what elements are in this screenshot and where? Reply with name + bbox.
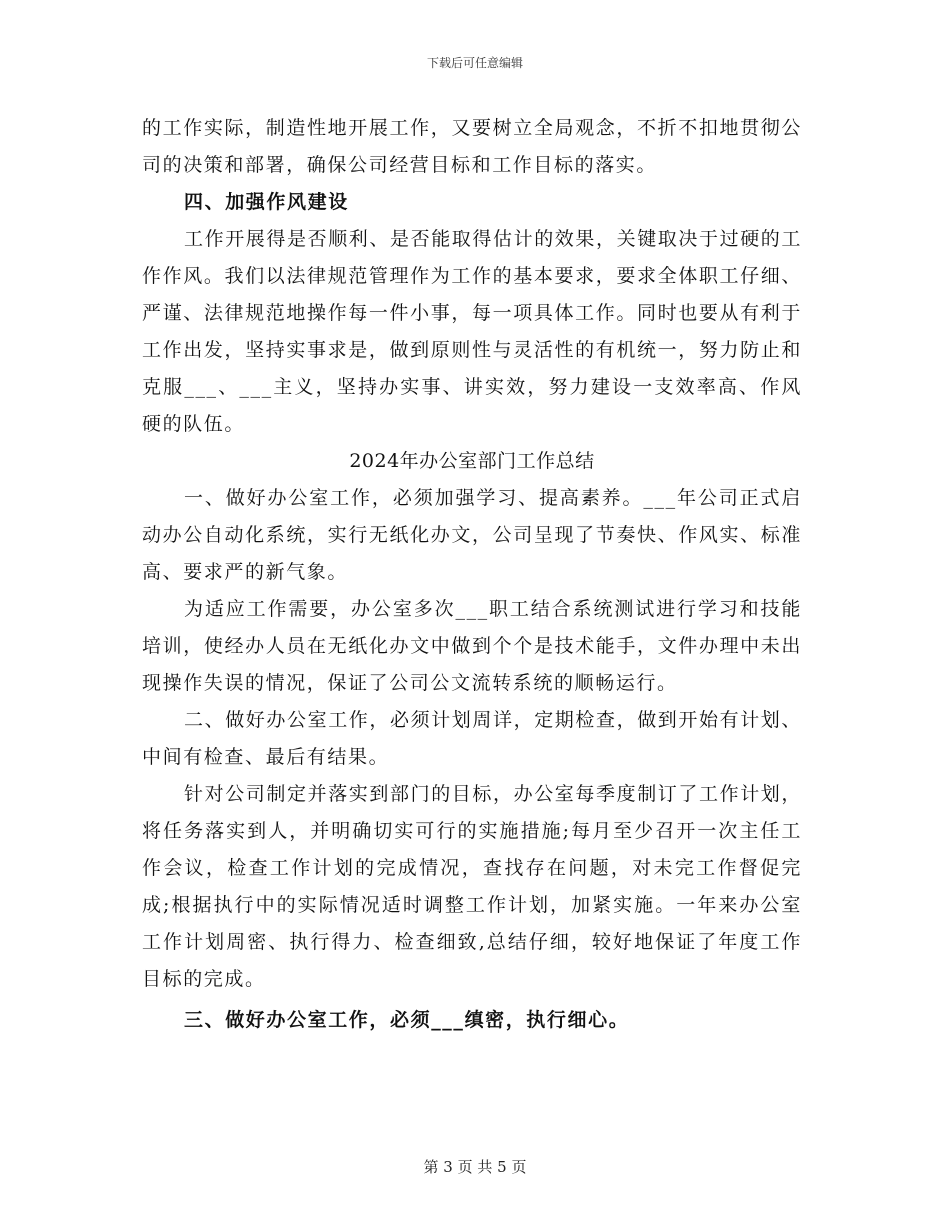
page-number: 第 3 页 共 5 页 — [423, 1158, 527, 1176]
paragraph-planning: 针对公司制定并落实到部门的目标，办公室每季度制订了工作计划，将任务落实到人，并明确切实可行的实施措施;每月至少召开一次主任工作会议，检查工作计划的完成情况，查找存在问题，对未完工作督促完成;根据执行中的实际情况适时调整工作计划，加紧实施。一年来办公室工作计划周密、执行得力、检查细致,总结仔细，较好地保证了年度工作目标的完成。 — [142, 783, 803, 990]
paragraph-section-2: 二、做好办公室工作，必须计划周详，定期检查，做到开始有计划、中间有检查、最后有结果。 — [142, 709, 803, 768]
section-heading-3: 三、做好办公室工作，必须___缜密，执行细心。 — [184, 1009, 630, 1031]
section-heading-4: 四、加强作风建设 — [184, 191, 349, 213]
paragraph-section-1: 一、做好办公室工作，必须加强学习、提高素养。___年公司正式启动办公自动化系统，实行无纸化办文，公司呈现了节奏快、作风实、标准高、要求严的新气象。 — [142, 487, 802, 583]
document-title: 2024年办公室部门工作总结 — [349, 450, 595, 472]
paragraph-training: 为适应工作需要，办公室多次___职工结合系统测试进行学习和技能培训，使经办人员在无纸化办文中做到个个是技术能手，文件办理中未出现操作失误的情况，保证了公司公文流转系统的顺畅运行。 — [142, 598, 802, 694]
page-header-note: 下载后可任意编辑 — [426, 56, 523, 70]
paragraph-work-style: 工作开展得是否顺利、是否能取得估计的效果，关键取决于过硬的工作作风。我们以法律规范管理作为工作的基本要求，要求全体职工仔细、严谨、法律规范地操作每一件小事，每一项具体工作。同时也要从有利于工作出发，坚持实事求是，做到原则性与灵活性的有机统一，努力防止和克服___、___主义，坚持办实事、讲实效，努力建设一支效率高、作风硬的队伍。 — [142, 228, 803, 435]
document-body — [142, 110, 802, 1039]
paragraph-continuation: 的工作实际，制造性地开展工作，又要树立全局观念，不折不扣地贯彻公司的决策和部署，确保公司经营目标和工作目标的落实。 — [142, 117, 802, 176]
